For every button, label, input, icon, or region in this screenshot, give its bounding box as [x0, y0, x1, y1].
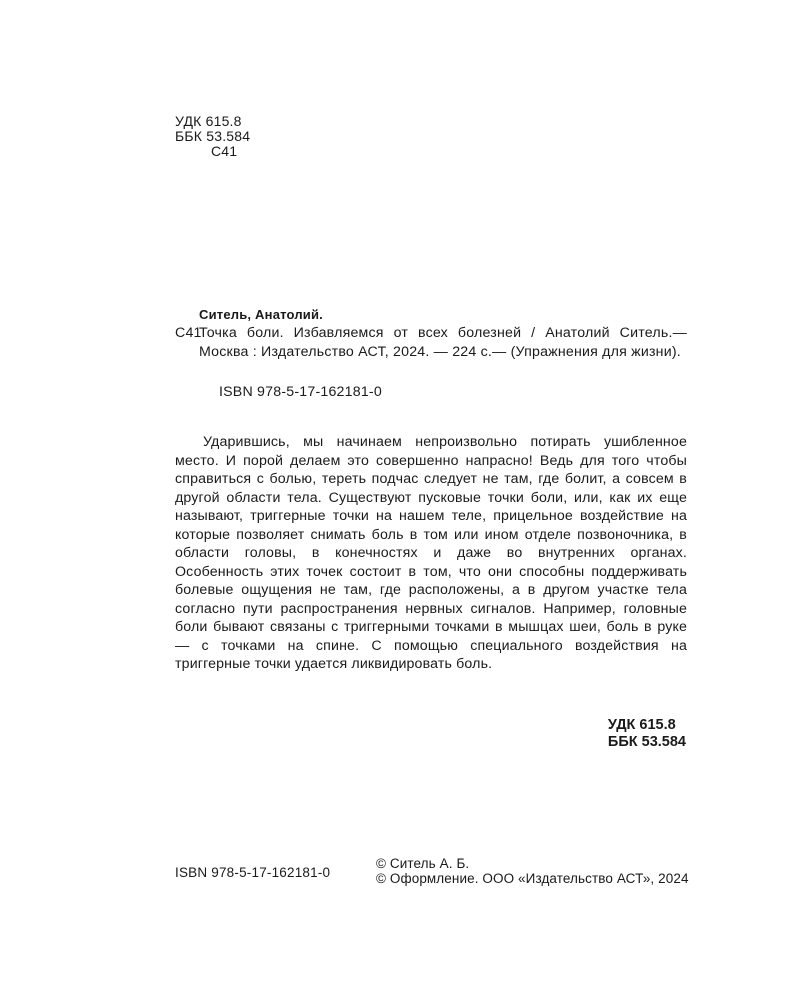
classification-codes-bottom: [608, 717, 686, 751]
isbn-number: ISBN 978-5-17-162181-0: [219, 384, 382, 400]
author-heading: Ситель, Анатолий.: [199, 307, 323, 322]
copyright-design: © Оформление. ООО «Издательство АСТ», 2024: [376, 871, 689, 886]
bibliographic-record: [175, 306, 687, 402]
copyright-block: [376, 856, 689, 886]
author-sign: С41: [211, 143, 238, 159]
footer-isbn: ISBN 978-5-17-162181-0: [175, 865, 331, 880]
entry-text: Точка боли. Избавляемся от всех болезней / Анатолий Ситель.— Москва : Издательство АСТ, 2024. — 224 с.— (Упражнения для жизни).: [199, 325, 687, 360]
entry-code: С41: [175, 325, 202, 341]
bibliographic-entry: [175, 324, 687, 362]
annotation-text: Ударившись, мы начинаем непроизвольно потирать ушибленное место. И порой делаем это совершенно напрасно! Ведь для того чтобы справиться с болью, тереть подчас следует не там, где болит, а совсем в другой области тела. Существуют пусковые точки боли, или, как их еще называют, триггерные точки на нашем теле, прицельное воздействие на которые позволяет снимать боль в том или ином отделе позвоночника, в области головы, в конечностях и даже во внутренних органах. Особенность этих точек состоит в том, что они способны поддерживать болевые ощущения не там, где расположены, а в другом участке тела согласно пути распространения нервных сигналов. Например, головные боли бывают связаны с триггерными точками в мышцах шеи, боль в руке — с точками на спине. С помощью специального воздействия на триггерные точки удается ликвидировать боль.: [175, 434, 687, 672]
udk-code: УДК 615.8: [175, 113, 242, 129]
classification-codes: [175, 114, 250, 159]
copyright-author: © Ситель А. Б.: [376, 856, 470, 871]
bbk-code-bottom: ББК 53.584: [607, 734, 686, 750]
udk-code-bottom: УДК 615.8: [607, 717, 676, 733]
bbk-code: ББК 53.584: [175, 128, 251, 144]
